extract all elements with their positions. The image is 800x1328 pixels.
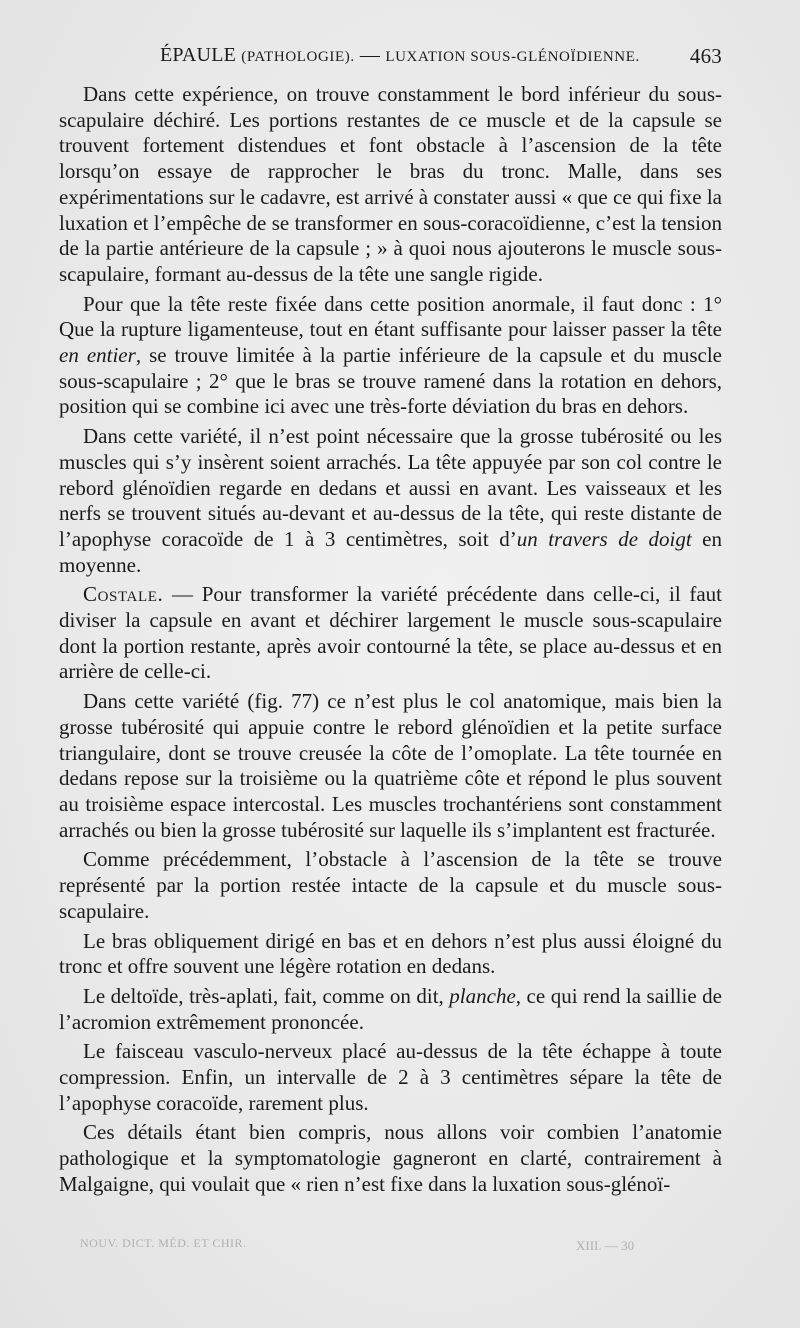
title-paren: (PATHOLOGIE).: [241, 49, 355, 65]
paragraph-2-emphasis: en entier: [59, 343, 136, 368]
paragraph-4: [59, 582, 722, 685]
paragraph-8-part-a: Le deltoïde, très-aplati, fait, comme on dit,: [83, 983, 450, 1008]
paragraph-8-emphasis: planche: [449, 983, 516, 1008]
running-title: [160, 44, 640, 67]
paragraph-9: Le faisceau vasculo-nerveux placé au-dessus de la tête échappe à toute compression. Enfin, un intervalle de 2 à 3 centimètres sépare la tête de l’apophyse coracoïde, rarement plus.: [59, 1039, 722, 1115]
bleed-through-footer-right: XIII. — 30: [576, 1238, 635, 1253]
paragraph-6: Comme précédemment, l’obstacle à l’ascension de la tête se trouve représenté par la portion restée intacte de la capsule et du muscle sous-scapulaire.: [59, 847, 722, 923]
paragraph-2: [59, 292, 722, 421]
paragraph-2-part-b: , se trouve limitée à la partie inférieure de la capsule et du muscle sous-scapulaire ; 2° que le bras se trouve ramené dans la rotation en dehors, position qui se combine ici avec une très-forte déviation du bras en dehors.: [59, 343, 722, 419]
paragraph-4-text: — Pour transformer la variété précédente dans celle-ci, il faut diviser la capsule en avant et déchirer largement le muscle sous-scapulaire dont la portion restante, après avoir contourné la tête, se place au-dessus et en arrière de celle-ci.: [59, 582, 722, 684]
paragraph-7: Le bras obliquement dirigé en bas et en dehors n’est plus aussi éloigné du tronc et offre souvent une légère rotation en dedans.: [59, 928, 722, 979]
title-main: ÉPAULE: [160, 44, 237, 66]
bleed-through-footer-left: NOUV. DICT. MÉD. ET CHIR.: [80, 1236, 247, 1250]
paragraph-3-part-b: en moyenne.: [59, 526, 723, 577]
paragraph-2-part-a: Pour que la tête reste fixée dans cette position anormale, il faut donc : 1° Que la rupture ligamenteuse, tout en étant suffisante pour laisser passer la tête: [59, 291, 722, 342]
paragraph-5: Dans cette variété (fig. 77) ce n’est plus le col anatomique, mais bien la grosse tubérosité qui appuie contre le rebord glénoïdien et la petite surface triangulaire, dont se trouve creusée la côte de l’omoplate. La tête tournée en dedans repose sur la troisième ou la quatrième côte et répond le plus souvent au troisième espace intercostal. Les muscles trochantériens sont constamment arrachés ou bien la grosse tubérosité sur laquelle ils s’implantent est fracturée.: [59, 689, 722, 842]
paragraph-1: Dans cette expérience, on trouve constamment le bord inférieur du sous-scapulaire déchiré. Les portions restantes de ce muscle et de la capsule se trouvent fortement distendues et font obstacle à l’ascension de la tête lorsqu’on essaye de rapprocher le bras du tronc. Malle, dans ses expérimentations sur le cadavre, est arrivé à constater aussi « que ce qui fixe la luxation et l’empêche de se transformer en sous-coracoïdienne, c’est la tension de la partie antérieure de la capsule ; » à quoi nous ajouterons le muscle sous-scapulaire, formant au-dessus de la tête une sangle rigide.: [59, 82, 722, 286]
paragraph-3: [59, 424, 722, 578]
paragraph-8-part-b: , ce qui rend la saillie de l’acromion extrêmement prononcée.: [59, 983, 723, 1034]
paragraph-3-emphasis: un travers de doigt: [516, 526, 692, 551]
section-lead-costale: Costale.: [83, 582, 164, 607]
paragraph-8: [59, 984, 722, 1035]
page-number: 463: [689, 44, 722, 68]
body-text: [59, 82, 722, 1202]
paragraph-3-part-a: Dans cette variété, il n’est point nécessaire que la grosse tubérosité ou les muscles qui s’y insèrent soient arrachés. La tête appuyée par son col contre le rebord glénoïdien regarde en dedans et aussi en avant. Les vaisseaux et les nerfs se trouvent situés au-devant et au-dessus de la tête, qui reste distante de l’apophyse coracoïde de 1 à 3 centimètres, soit d’: [59, 424, 722, 551]
title-section: LUXATION SOUS-GLÉNOÏDIENNE.: [385, 49, 640, 65]
running-header: [60, 44, 722, 74]
title-dash: —: [354, 44, 386, 66]
paragraph-10: Ces détails étant bien compris, nous allons voir combien l’anatomie pathologique et la symptomatologie gagneront en clarté, contrairement à Malgaigne, qui voulait que « rien n’est fixe dans la luxation sous-glénoï-: [59, 1120, 722, 1196]
